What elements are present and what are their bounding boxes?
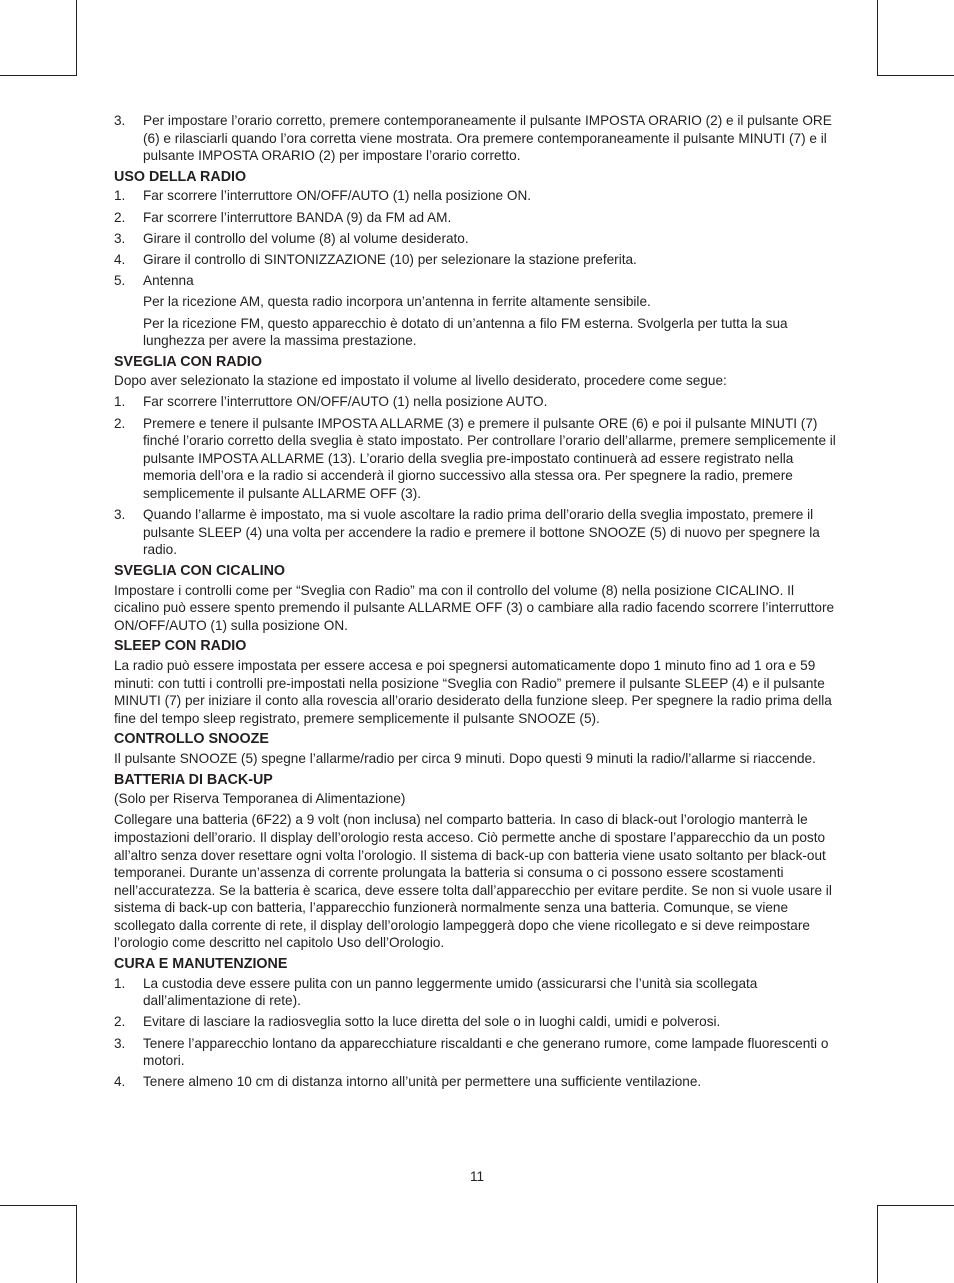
list-number: 4. bbox=[114, 1074, 126, 1090]
list-number: 1. bbox=[114, 975, 126, 991]
list-text: Far scorrere l’interruttore ON/OFF/AUTO (1) nella posizione ON. bbox=[143, 188, 532, 204]
document-body bbox=[114, 112, 838, 1095]
list-item bbox=[114, 975, 838, 1010]
crop-mark-top-right-v bbox=[877, 0, 878, 76]
list-item bbox=[114, 1035, 838, 1070]
crop-mark-bottom-left-v bbox=[76, 1205, 77, 1283]
list-item bbox=[114, 506, 838, 559]
list-text: Girare il controllo del volume (8) al volume desiderato. bbox=[143, 230, 469, 246]
crop-mark-bottom-right-v bbox=[877, 1205, 878, 1283]
crop-mark-top-left-h bbox=[0, 75, 77, 76]
list-number: 2. bbox=[114, 415, 126, 431]
crop-mark-top-left-v bbox=[76, 0, 77, 76]
list-number: 3. bbox=[114, 1035, 126, 1051]
section-heading-sveglia-cicalino: SVEGLIA CON CICALINO bbox=[114, 563, 286, 579]
section-note: (Solo per Riserva Temporanea di Alimentazione) bbox=[114, 791, 406, 807]
section-heading-snooze: CONTROLLO SNOOZE bbox=[114, 731, 269, 748]
antenna-fm-text: Per la ricezione FM, questo apparecchio è dotato di un’antenna a filo FM esterna. Svolgerla per tutta la sua lunghezza per avere la massima prestazione. bbox=[143, 315, 788, 349]
list-item bbox=[114, 1073, 838, 1091]
list-number: 1. bbox=[114, 394, 126, 410]
list-text: Premere e tenere il pulsante IMPOSTA ALLARME (3) e premere il pulsante ORE (6) e poi il pulsante MINUTI (7) finché l’orario corretto della sveglia è stato impostato. Per controllare l’orario dell’allarme, premere semplicemente il pulsante IMPOSTA ALLARME (13). L’orario della sveglia pre-impostato continuerà ad essere registrato nella memoria dell’ora e la radio si accenderà il giorno successivo alla stessa ora. Per spegnere la radio, premere semplicemente il pulsante ALLARME OFF (3). bbox=[143, 415, 836, 502]
list-text: Far scorrere l’interruttore ON/OFF/AUTO (1) nella posizione AUTO. bbox=[143, 394, 548, 410]
section-heading-cura: CURA E MANUTENZIONE bbox=[114, 956, 288, 973]
section-text: Collegare una batteria (6F22) a 9 volt (non inclusa) nel comparto batteria. In caso di black-out l’orologio manterrà le impostazioni dell’orario. Il display dell’orologio resta acceso. Ciò permette anche di spostare l’apparecchio da un posto all’altro senza dover resettare ogni volta l’orologio. Il sistema di back-up con batteria viene usato soltanto per black-out temporanei. Durante un’assenza di corrente prolungata la batteria si consuma o ci possono essere scostamenti nell’accuratezza. Se la batteria è scarica, deve essere tolta dall’apparecchio per evitare perdite. Se non si vuole usare il sistema di back-up con batteria, l’apparecchio funzionerà normalmente senza una batteria. Comunque, se viene scollegato dalla corrente di rete, il display dell’orologio lampeggerà dopo che viene ricollegato e si deve reimpostare l’orologio come descritto nel capitolo Uso dell’Orologio. bbox=[114, 812, 832, 951]
list-number: 2. bbox=[114, 1014, 126, 1030]
section-text: Il pulsante SNOOZE (5) spegne l’allarme/radio per circa 9 minuti. Dopo questi 9 minuti la radio/l’allarme si riaccende. bbox=[114, 750, 816, 766]
list-text: Tenere l’apparecchio lontano da apparecchiature riscaldanti e che generano rumore, come lampade fluorescenti o motori. bbox=[143, 1035, 829, 1069]
list-number: 3. bbox=[114, 230, 126, 246]
page-number: 11 bbox=[469, 1169, 485, 1184]
list-text: Tenere almeno 10 cm di distanza intorno all’unità per permettere una sufficiente ventilazione. bbox=[143, 1074, 702, 1090]
list-item bbox=[114, 272, 838, 290]
list-item bbox=[114, 209, 838, 227]
list-text: La custodia deve essere pulita con un panno leggermente umido (assicurarsi che l’unità sia scollegata dall’alimentazione di rete). bbox=[143, 975, 758, 1009]
list-number: 5. bbox=[114, 273, 126, 289]
list-text: Far scorrere l’interruttore BANDA (9) da FM ad AM. bbox=[143, 209, 452, 225]
list-number: 1. bbox=[114, 188, 126, 204]
list-item bbox=[114, 230, 838, 248]
section-heading-sleep-radio: SLEEP CON RADIO bbox=[114, 638, 247, 655]
section-heading-batteria: BATTERIA DI BACK-UP bbox=[114, 771, 273, 788]
crop-mark-top-right-h bbox=[877, 75, 954, 76]
list-item bbox=[114, 415, 838, 503]
list-number: 2. bbox=[114, 209, 126, 225]
section-text: Impostare i controlli come per “Sveglia con Radio” ma con il controllo del volume (8) nella posizione CICALINO. Il cicalino può essere spento premendo il pulsante ALLARME OFF (3) o cambiare alla radio facendo scorrere l’interruttore ON/OFF/AUTO (1) sulla posizione ON. bbox=[114, 582, 835, 633]
crop-mark-bottom-right-h bbox=[877, 1205, 954, 1206]
section-text: La radio può essere impostata per essere accesa e poi spegnersi automaticamente dopo 1 minuto fino ad 1 ora e 59 minuti: con tutti i controlli pre-impostati nella posizione “Sveglia con Radio” premere il pulsante SLEEP (4) e il pulsante MINUTI (7) per iniziare il conto alla rovescia all’orario desiderato della funzione sleep. Per spegnere la radio prima della fine del tempo sleep registrato, premere semplicemente il pulsante SNOOZE (5). bbox=[114, 657, 832, 726]
list-item bbox=[114, 112, 838, 165]
list-text: Per impostare l’orario corretto, premere contemporaneamente il pulsante IMPOSTA ORARIO (2) e il pulsante ORE (6) e rilasciarli quando l’ora corretta viene mostrata. Ora premere contemporaneamente il pulsante MINUTI (7) e il pulsante IMPOSTA ORARIO (2) per impostare l’orario corretto. bbox=[143, 113, 832, 164]
list-item bbox=[114, 393, 838, 411]
list-number: 3. bbox=[114, 113, 126, 128]
list-text: Girare il controllo di SINTONIZZAZIONE (10) per selezionare la stazione preferita. bbox=[143, 251, 637, 267]
list-number: 4. bbox=[114, 251, 126, 267]
list-item bbox=[114, 187, 838, 205]
list-text: Evitare di lasciare la radiosveglia sotto la luce diretta del sole o in luoghi caldi, umidi e polverosi. bbox=[143, 1014, 721, 1030]
section-heading-uso-radio: USO DELLA RADIO bbox=[114, 168, 247, 185]
section-heading-sveglia-radio: SVEGLIA CON RADIO bbox=[114, 353, 263, 370]
list-item bbox=[114, 1013, 838, 1031]
crop-mark-bottom-left-h bbox=[0, 1205, 77, 1206]
antenna-am-text: Per la ricezione AM, questa radio incorpora un’antenna in ferrite altamente sensibile. bbox=[143, 294, 651, 310]
list-text: Quando l’allarme è impostato, ma si vuole ascoltare la radio prima dell’orario della sveglia impostato, premere il pulsante SLEEP (4) una volta per accendere la radio e premere il bottone SNOOZE (5) di nuovo per spegnere la radio. bbox=[143, 507, 820, 558]
list-number: 3. bbox=[114, 507, 126, 523]
section-intro: Dopo aver selezionato la stazione ed impostato il volume al livello desiderato, procedere come segue: bbox=[114, 373, 727, 389]
list-text: Antenna bbox=[143, 273, 194, 289]
list-item bbox=[114, 251, 838, 269]
